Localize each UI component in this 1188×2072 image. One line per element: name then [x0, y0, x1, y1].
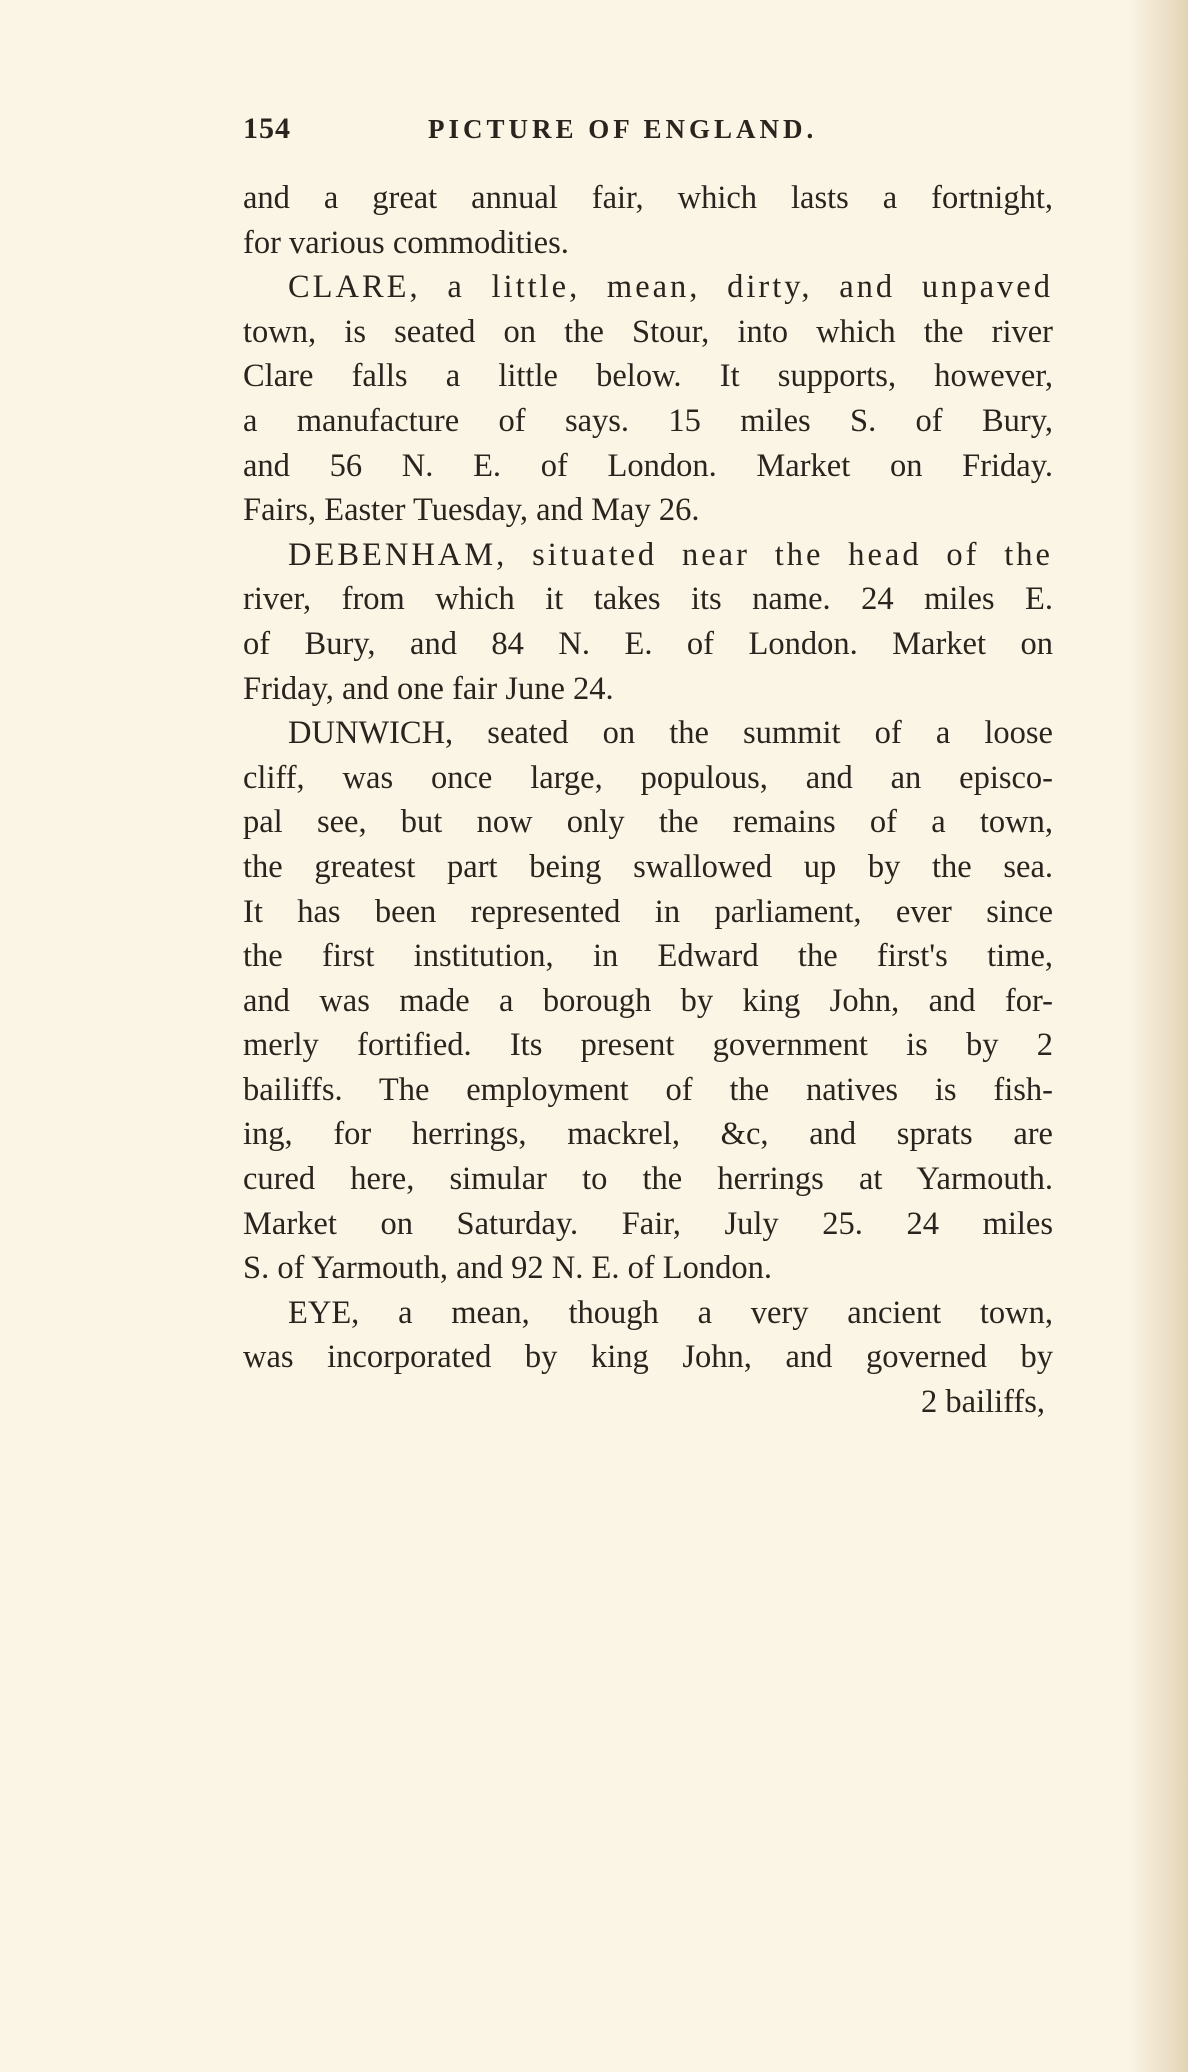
text-line: bailiffs. The employment of the natives is fish-: [243, 1071, 1053, 1108]
text-line: and was made a borough by king John, and for-: [243, 982, 1053, 1019]
text-line: Friday, and one fair June 24.: [243, 670, 614, 707]
text-line: town, is seated on the Stour, into which the river: [243, 313, 1053, 350]
text-line: cured here, simular to the herrings at Yarmouth.: [243, 1161, 1053, 1198]
entry-eye: EYE, a mean, though a very ancient town,: [288, 1294, 1053, 1331]
text-line: Fairs, Easter Tuesday, and May 26.: [243, 492, 700, 529]
text-line: and 56 N. E. of London. Market on Friday.: [243, 447, 1053, 484]
text-line: and a great annual fair, which lasts a fortnight,: [243, 180, 1053, 216]
text-line: It has been represented in parliament, ever since: [243, 893, 1053, 930]
entry-debenham: DEBENHAM, situated near the head of the: [288, 536, 1053, 573]
page-number: 154: [243, 112, 291, 145]
text-line: Clare falls a little below. It supports, however,: [243, 358, 1053, 395]
text-line: S. of Yarmouth, and 92 N. E. of London.: [243, 1250, 773, 1287]
running-head: [243, 112, 1063, 152]
text-line: the greatest part being swallowed up by the sea.: [243, 848, 1053, 885]
text-line: ing, for herrings, mackrel, &c, and sprats are: [243, 1116, 1053, 1153]
entry-clare: CLARE, a little, mean, dirty, and unpaved: [288, 269, 1053, 306]
text-line: Market on Saturday. Fair, July 25. 24 miles: [243, 1205, 1053, 1242]
text-line: a manufacture of says. 15 miles S. of Bury,: [243, 402, 1053, 439]
text-line: for various commodities.: [243, 224, 569, 261]
running-title: PICTURE OF ENGLAND.: [428, 114, 818, 144]
text-line: merly fortified. Its present government is by 2: [243, 1027, 1053, 1064]
text-line: of Bury, and 84 N. E. of London. Market on: [243, 625, 1053, 662]
page-edge-shading: [1128, 0, 1188, 2072]
entry-dunwich: DUNWICH, seated on the summit of a loose: [288, 715, 1053, 752]
catchword-line: 2 bailiffs,: [921, 1384, 1045, 1421]
text-line: pal see, but now only the remains of a town,: [243, 804, 1053, 841]
text-line: cliff, was once large, populous, and an episco-: [243, 759, 1053, 796]
text-line: the first institution, in Edward the first's time,: [243, 938, 1053, 975]
text-line: river, from which it takes its name. 24 miles E.: [243, 581, 1053, 618]
body-text: [243, 176, 1053, 1425]
text-line: was incorporated by king John, and governed by: [243, 1339, 1053, 1376]
